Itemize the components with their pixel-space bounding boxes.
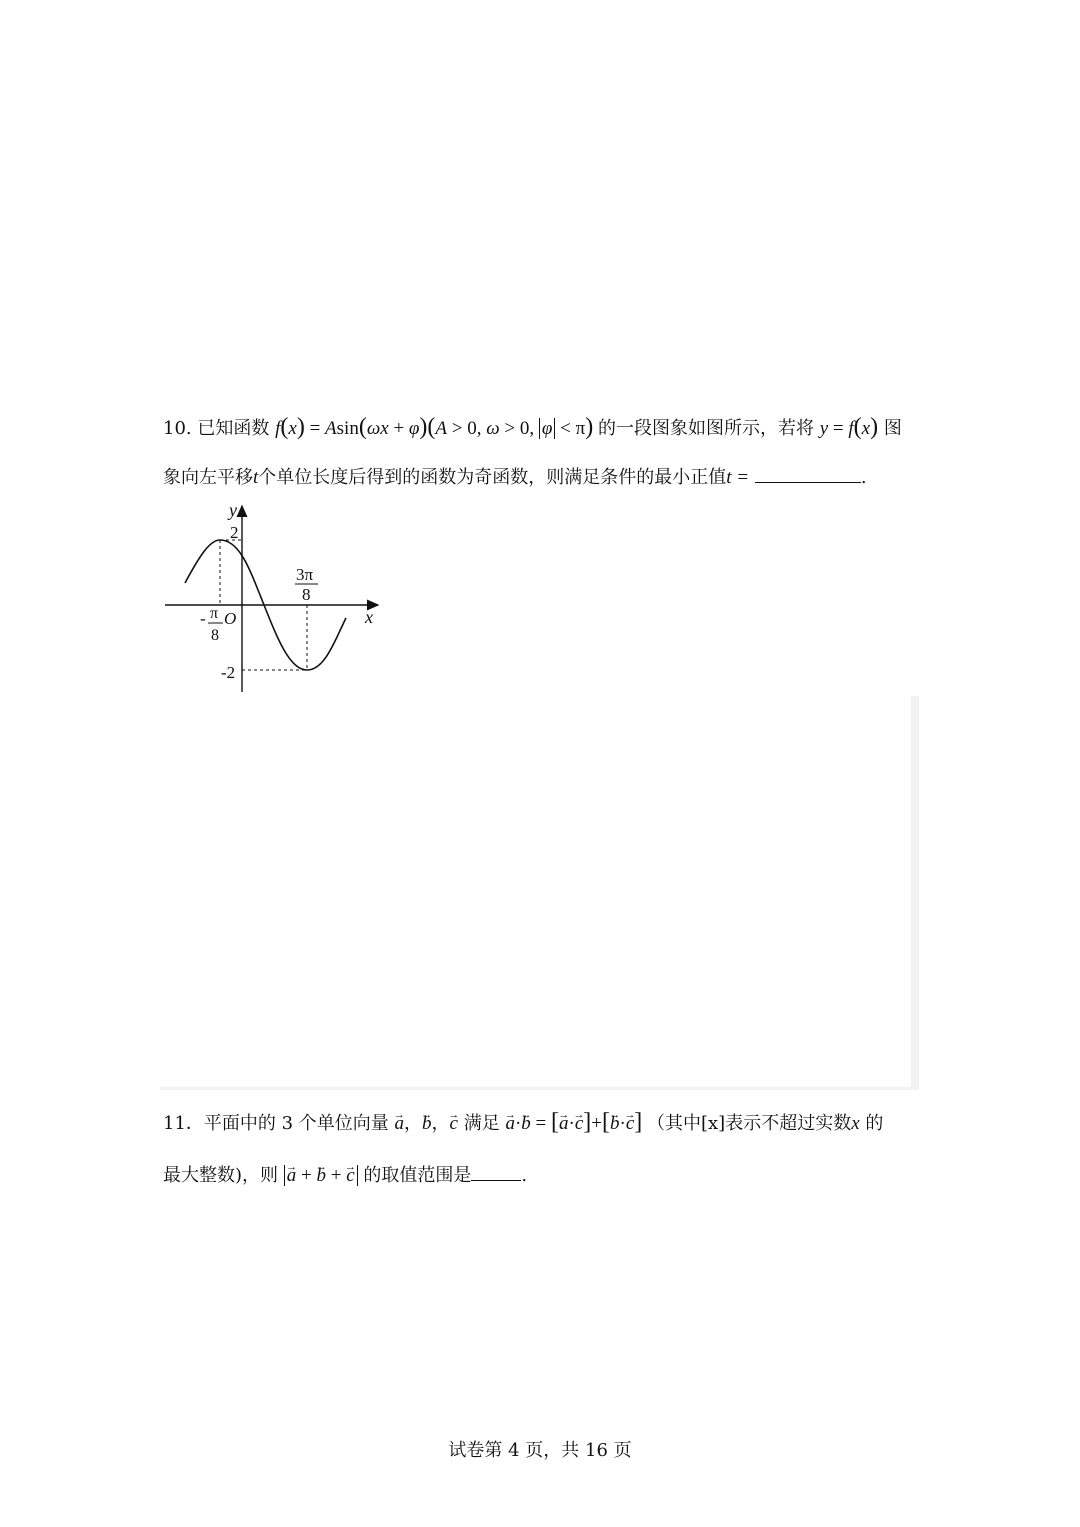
- q11-answer-blank[interactable]: [471, 1178, 521, 1181]
- q11-line2a: 最大整数)，则: [163, 1165, 279, 1186]
- sine-graph-figure: [160, 500, 390, 700]
- q11-de: 的: [865, 1113, 884, 1134]
- page-footer: 试卷第 4 页，共 16 页: [448, 1440, 632, 1461]
- q10-answer-blank[interactable]: [755, 480, 861, 483]
- q10-suffix: 图: [883, 418, 902, 439]
- q11-line2b: 的取值范围是: [363, 1165, 472, 1186]
- left-tick-num: π: [210, 605, 219, 622]
- q10-t-eq: t =: [726, 467, 750, 488]
- q10-end: .: [860, 467, 867, 488]
- right-tick-num: 3π: [296, 565, 314, 584]
- left-tick-sign: -: [200, 609, 206, 628]
- q11-magnitude: → a + → b + → c: [284, 1165, 358, 1186]
- q10-var-t: t: [253, 467, 259, 488]
- q11-condition: → a·→ b = [→ a·→ c]+[→ b·→ c]: [505, 1113, 647, 1134]
- q10-formula: f(x) = Asin(ωx + φ)(A > 0, ω > 0, φ < π): [275, 414, 594, 440]
- q10-prefix: 10. 已知函数: [163, 418, 270, 439]
- q11-vectors: → a: [395, 1113, 405, 1134]
- q11-note: （其中[x]表示不超过实数: [647, 1113, 852, 1134]
- q11-satisfy: 满足: [463, 1113, 500, 1134]
- q10-mid: 的一段图象如图所示，若将: [597, 418, 814, 439]
- q11-line1: 11．平面中的 3 个单位向量 → a，→ b，→ c 满足 → a·→ b = [→ a·→ c]+[→ b·→ c] （其中[x]表示不超过实数x 的: [163, 1110, 883, 1136]
- max-value-label: 2: [230, 523, 239, 542]
- q11-end: .: [521, 1165, 528, 1186]
- min-value-label: -2: [221, 663, 236, 682]
- answer-area-panel: [160, 696, 919, 1090]
- left-tick-den: 8: [211, 627, 219, 644]
- origin-label: O: [224, 609, 237, 628]
- q10-line2b: 个单位长度后得到的函数为奇函数，则满足条件的最小正值: [258, 467, 727, 488]
- q11-x: x: [851, 1113, 860, 1134]
- right-tick-den: 8: [302, 585, 311, 604]
- y-axis-label: y: [229, 500, 237, 520]
- q10-line2a: 象向左平移: [163, 467, 253, 488]
- q11-prefix: 11．平面中的 3 个单位向量: [163, 1113, 389, 1134]
- q10-line1: [163, 415, 902, 441]
- q10-line2: [163, 466, 867, 490]
- q11-line2: [163, 1164, 527, 1188]
- x-axis-label: x: [365, 607, 373, 627]
- q10-formula2: y = f(x): [819, 414, 879, 440]
